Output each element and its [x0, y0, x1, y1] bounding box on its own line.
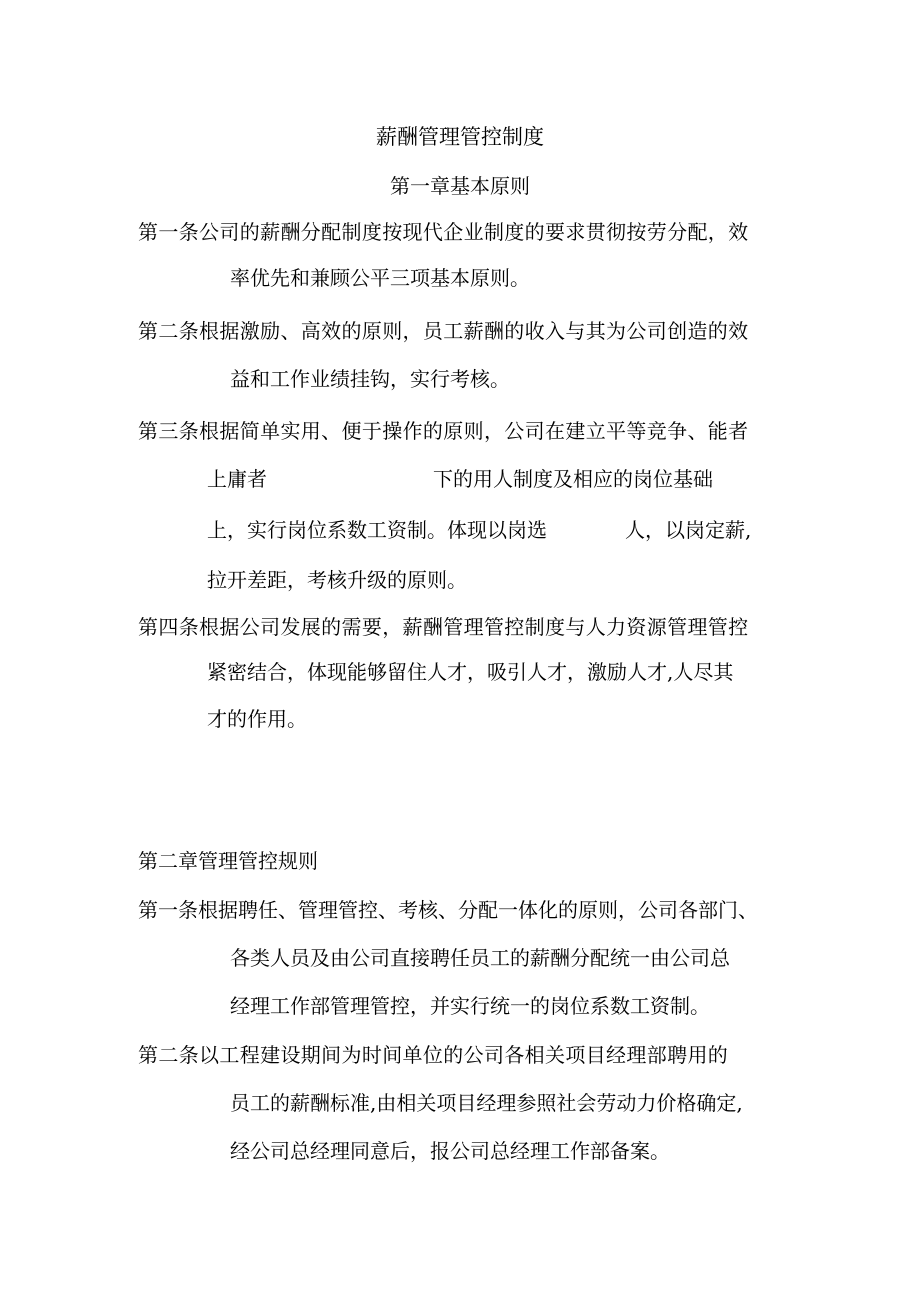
- ch2-article1-line1: 第一条根据聘任、管理管控、考核、分配一体化的原则，公司各部门、: [138, 898, 758, 922]
- chapter-1-heading: 第一章基本原则: [390, 174, 530, 198]
- chapter-2-heading: 第二章管理管控规则: [138, 849, 318, 873]
- ch2-article2-line3: 经公司总经理同意后，报公司总经理工作部备案。: [230, 1139, 670, 1163]
- ch1-article3-line4: 拉开差距，考核升级的原则。: [207, 568, 467, 592]
- ch1-article2-line2: 益和工作业绩挂钩，实行考核。: [230, 367, 510, 391]
- ch1-article4-line2: 紧密结合，体现能够留住人才，吸引人才，激励人才,人尽其: [207, 660, 734, 684]
- ch1-article1-line1: 第一条公司的薪酬分配制度按现代企业制度的要求贯彻按劳分配，效: [138, 220, 749, 244]
- ch1-article3-line2a: 上庸者: [207, 467, 267, 491]
- ch1-article3-line3a: 上，实行岗位系数工资制。体现以岗选: [207, 518, 547, 542]
- ch2-article2-line2: 员工的薪酬标准,由相关项目经理参照社会劳动力价格确定,: [230, 1091, 743, 1115]
- ch1-article4-line3: 才的作用。: [207, 707, 307, 731]
- ch1-article1-line2: 率优先和兼顾公平三项基本原则。: [230, 266, 530, 290]
- ch2-article1-line3: 经理工作部管理管控，并实行统一的岗位系数工资制。: [230, 994, 710, 1018]
- ch1-article4-line1: 第四条根据公司发展的需要，薪酬管理管控制度与人力资源管理管控: [138, 615, 749, 639]
- ch1-article3-line1: 第三条根据简单实用、便于操作的原则，公司在建立平等竞争、能者: [138, 419, 749, 443]
- ch2-article2-line1: 第二条以工程建设期间为时间单位的公司各相关项目经理部聘用的: [138, 1043, 729, 1067]
- ch1-article3-line2b: 下的用人制度及相应的岗位基础: [433, 467, 713, 491]
- ch2-article1-line2: 各类人员及由公司直接聘任员工的薪酬分配统一由公司总: [230, 946, 730, 970]
- document-title: 薪酬管理管控制度: [376, 125, 544, 149]
- ch1-article2-line1: 第二条根据激励、高效的原则，员工薪酬的收入与其为公司创造的效: [138, 319, 749, 343]
- ch1-article3-line3b: 人，以岗定薪,: [625, 518, 752, 542]
